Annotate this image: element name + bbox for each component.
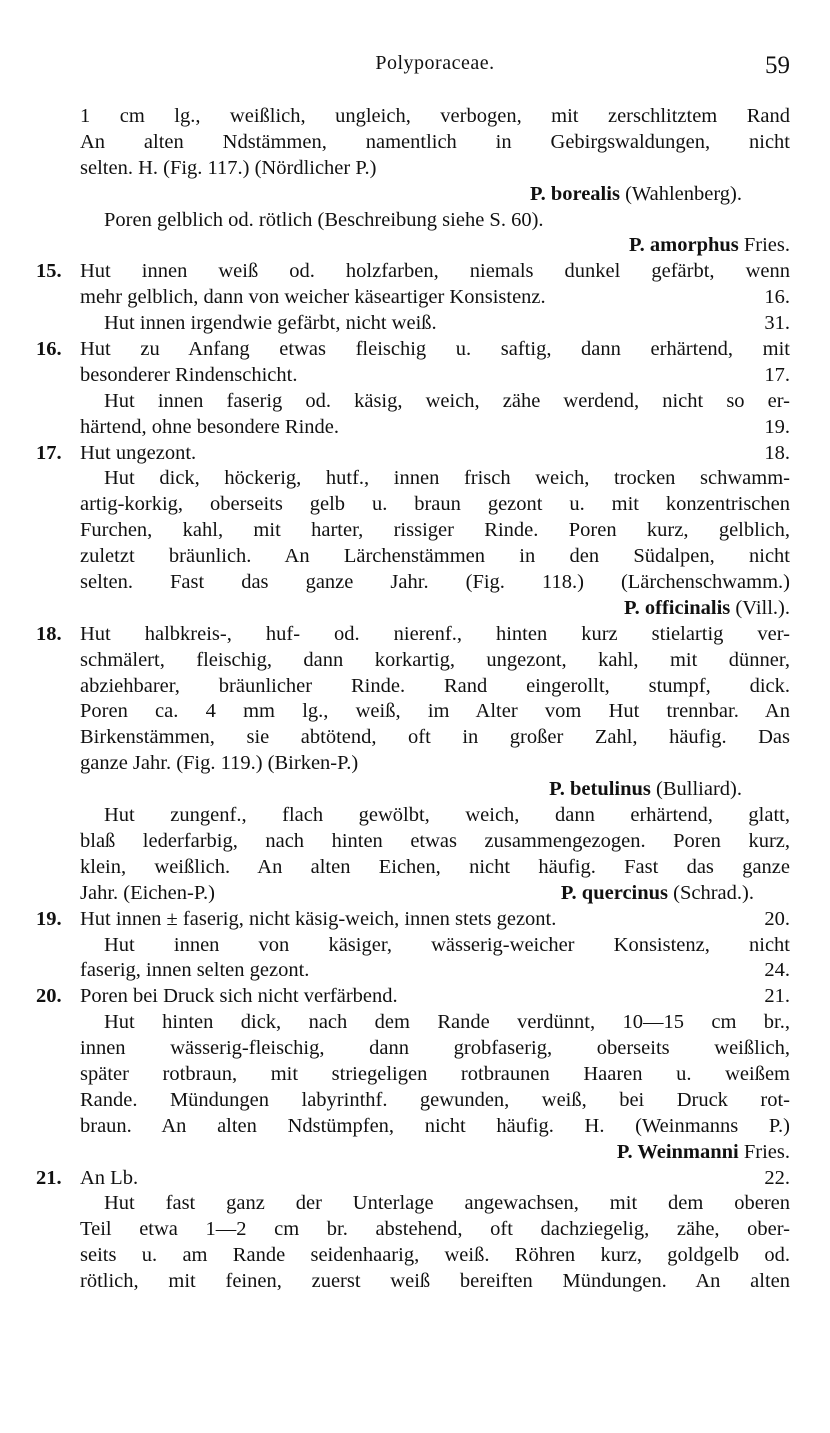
species-line: [624, 596, 790, 622]
line-text: blaß lederfarbig, nach hinten etwas zusammengezogen. Poren kurz,: [80, 829, 790, 852]
line-text: Hut zu Anfang etwas fleischig u. saftig, dann erhärtend, mit: [80, 338, 790, 361]
species-name: P. amorphus: [629, 234, 739, 257]
species-line: [530, 182, 742, 208]
species-line: [549, 777, 742, 803]
text-line: [80, 1036, 790, 1062]
text-line: [80, 363, 790, 389]
key-number: 21.: [36, 1166, 62, 1189]
line-text: selten. Fast das ganze Jahr. (Fig. 118.) (Lärchenschwamm.): [80, 571, 790, 594]
key-reference: 20.: [764, 907, 790, 930]
line-text: seits u. am Rande seidenhaarig, weiß. Röhren kurz, goldgelb od.: [80, 1244, 790, 1267]
text-line: [80, 1010, 790, 1036]
line-text: braun. An alten Ndstümpfen, nicht häufig. H. (Weinmanns P.): [80, 1114, 790, 1137]
species-line: [629, 233, 790, 259]
text-line: [80, 1269, 790, 1295]
line-text: Teil etwa 1—2 cm br. abstehend, oft dachziegelig, zähe, ober-: [80, 1218, 790, 1241]
text-line: [80, 1062, 790, 1088]
species-line: [561, 881, 754, 907]
line-text: Poren gelblich od. rötlich (Beschreibung siehe S. 60).: [104, 208, 544, 231]
line-text: rötlich, mit feinen, zuerst weiß bereiften Mündungen. An alten: [80, 1270, 790, 1293]
text-line: [36, 984, 790, 1010]
line-text: Hut zungenf., flach gewölbt, weich, dann erhärtend, glatt,: [104, 804, 790, 827]
key-reference: 21.: [764, 985, 790, 1008]
text-line: [80, 518, 790, 544]
text-line: [80, 544, 790, 570]
key-reference: 31.: [764, 312, 790, 335]
text-line: [80, 156, 790, 182]
text-line: [36, 259, 790, 285]
text-line: [80, 311, 790, 337]
text-line: [80, 130, 790, 156]
key-number: 15.: [36, 260, 62, 283]
line-text: Hut fast ganz der Unterlage angewachsen, mit dem oberen: [104, 1192, 790, 1215]
text-line: [80, 285, 790, 311]
species-author: (Wahlenberg).: [619, 182, 742, 205]
text-line: [80, 803, 790, 829]
text-line: [80, 1243, 790, 1269]
line-text: innen wässerig-fleischig, dann grobfaserig, oberseits weißlich,: [80, 1037, 790, 1060]
line-text: 1 cm lg., weißlich, ungleich, verbogen, mit zerschlitztem Rand: [80, 105, 790, 127]
key-reference: 24.: [764, 959, 790, 982]
species-name: P. betulinus: [549, 778, 651, 801]
text-line: [80, 233, 790, 259]
key-number: 19.: [36, 907, 62, 930]
text-line: [80, 1088, 790, 1114]
line-text: Hut innen irgendwie gefärbt, nicht weiß.: [104, 312, 437, 335]
running-head: Polyporaceae.: [375, 52, 495, 74]
text-line: [80, 492, 790, 518]
key-number: 18.: [36, 622, 62, 645]
text-line: [80, 104, 790, 130]
line-text: schmälert, fleischig, dann korkartig, ungezont, kahl, mit dünner,: [80, 648, 790, 671]
key-reference: 16.: [764, 286, 790, 309]
text-line: [36, 622, 790, 648]
text-line: [80, 389, 790, 415]
text-line: [80, 1140, 790, 1166]
species-line: [617, 1140, 790, 1166]
text-line: [80, 881, 790, 907]
species-author: Fries.: [738, 234, 790, 257]
species-name: P. quercinus: [560, 881, 669, 904]
text-line: [80, 182, 790, 208]
species-author: (Schrad.).: [668, 881, 754, 904]
text-line: [80, 699, 790, 725]
text-line: [80, 208, 790, 234]
line-text: An alten Ndstämmen, namentlich in Gebirgswaldungen, nicht: [80, 130, 790, 153]
text-line: [80, 648, 790, 674]
species-name: P. borealis: [529, 182, 620, 205]
text-line: [80, 466, 790, 492]
key-reference: 19.: [764, 415, 790, 438]
key-reference: 22.: [764, 1166, 790, 1189]
line-text: An Lb.: [80, 1166, 139, 1189]
text-line: [80, 1217, 790, 1243]
text-line: [80, 751, 790, 777]
key-number: 17.: [36, 441, 62, 464]
species-author: (Bulliard).: [650, 778, 742, 801]
line-text: härtend, ohne besondere Rinde.: [80, 415, 340, 438]
text-line: [36, 337, 790, 363]
line-text: ganze Jahr. (Fig. 119.) (Birken-P.): [80, 752, 359, 775]
line-text: später rotbraun, mit striegeligen rotbraunen Haaren u. weißem: [80, 1062, 790, 1085]
page-number: 59: [765, 52, 790, 79]
line-text: Hut halbkreis-, huf- od. nierenf., hinten kurz stielartig ver-: [80, 622, 790, 645]
line-text: faserig, innen selten gezont.: [80, 959, 310, 982]
line-text: Hut innen weiß od. holzfarben, niemals dunkel gefärbt, wenn: [80, 260, 790, 283]
text-line: [36, 907, 790, 933]
key-reference: 17.: [764, 363, 790, 386]
text-line: [80, 855, 790, 881]
text-line: [80, 958, 790, 984]
page-header: [80, 52, 790, 86]
line-text: Hut ungezont.: [80, 441, 197, 464]
line-text: selten. H. (Fig. 117.) (Nördlicher P.): [80, 156, 377, 179]
text-line: [80, 674, 790, 700]
line-text: besonderer Rindenschicht.: [80, 363, 298, 386]
line-text: zuletzt bräunlich. An Lärchenstämmen in den Südalpen, nicht: [80, 545, 790, 568]
line-text: Hut dick, höckerig, hutf., innen frisch weich, trocken schwamm-: [104, 467, 790, 490]
species-name: P. Weinmanni: [616, 1140, 739, 1163]
text-line: [80, 1191, 790, 1217]
line-text: Hut innen faserig od. käsig, weich, zähe werdend, nicht so er-: [104, 389, 790, 412]
line-text: Hut innen von käsiger, wässerig-weicher Konsistenz, nicht: [104, 933, 790, 956]
line-text: Poren ca. 4 mm lg., weiß, im Alter vom Hut trennbar. An: [80, 700, 790, 723]
line-text: abziehbarer, bräunlicher Rinde. Rand eingerollt, stumpf, dick.: [80, 674, 790, 697]
key-number: 20.: [36, 985, 62, 1008]
key-number: 16.: [36, 338, 62, 361]
text-line: [80, 570, 790, 596]
text-line: [80, 777, 790, 803]
line-text: Hut innen ± faserig, nicht käsig-weich, innen stets gezont.: [80, 907, 557, 930]
line-text: Birkenstämmen, sie abtötend, oft in großer Zahl, häufig. Das: [80, 726, 790, 749]
line-text: klein, weißlich. An alten Eichen, nicht häufig. Fast das ganze: [80, 855, 790, 878]
line-text: mehr gelblich, dann von weicher käseartiger Konsistenz.: [80, 286, 546, 309]
line-text: Poren bei Druck sich nicht verfärbend.: [80, 985, 398, 1008]
line-text: Rande. Mündungen labyrinthf. gewunden, weiß, bei Druck rot-: [80, 1088, 790, 1111]
text-line: [80, 933, 790, 959]
page-body: [36, 104, 790, 1295]
text-line: [36, 441, 790, 467]
text-line: [36, 1166, 790, 1192]
text-line: [80, 415, 790, 441]
species-author: Fries.: [738, 1140, 790, 1163]
line-text: Furchen, kahl, mit harter, rissiger Rinde. Poren kurz, gelblich,: [80, 519, 790, 542]
line-text: artig-korkig, oberseits gelb u. braun gezont u. mit konzentrischen: [80, 493, 790, 516]
line-text: Hut hinten dick, nach dem Rande verdünnt, 10—15 cm br.,: [104, 1011, 790, 1034]
species-author: (Vill.).: [730, 596, 790, 619]
key-reference: 18.: [764, 441, 790, 464]
species-name: P. officinalis: [623, 596, 731, 619]
text-line: [80, 1114, 790, 1140]
text-line: [80, 596, 790, 622]
text-line: [80, 829, 790, 855]
line-text: Jahr. (Eichen-P.): [80, 881, 215, 904]
text-line: [80, 725, 790, 751]
